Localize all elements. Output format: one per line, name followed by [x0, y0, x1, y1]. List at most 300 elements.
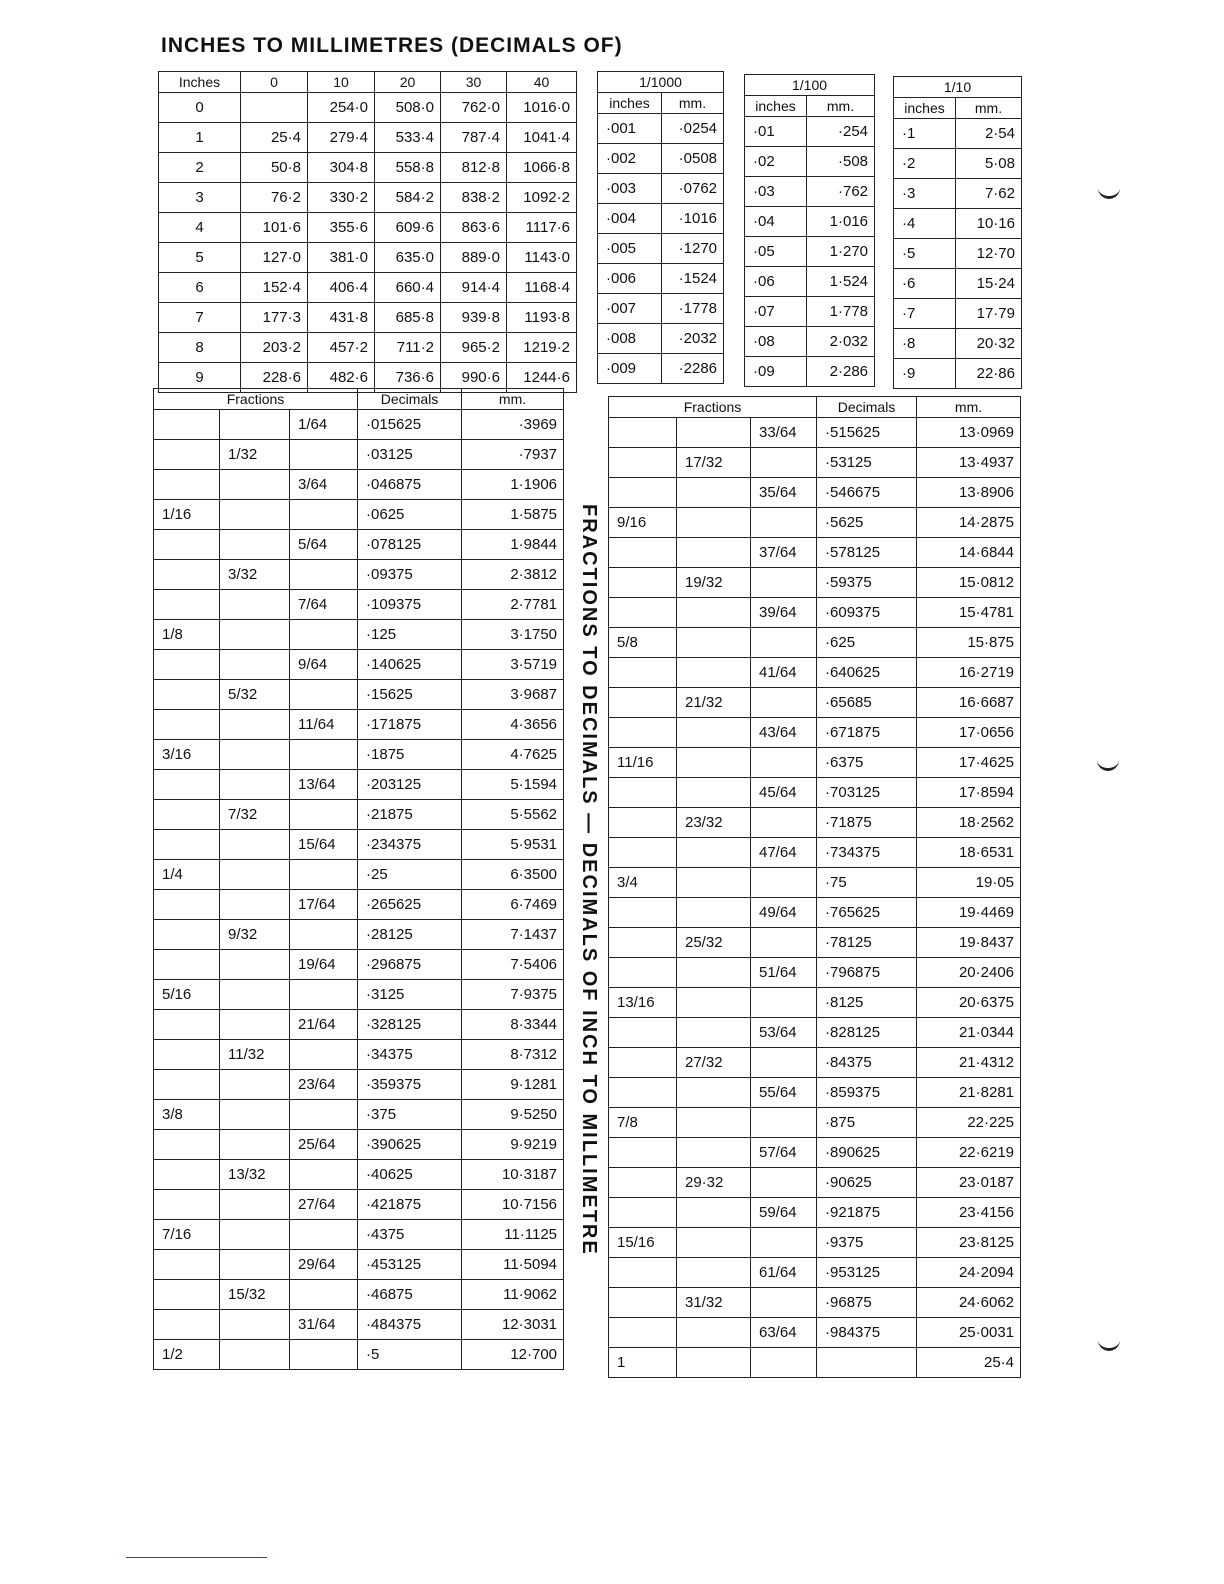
table-row: [609, 838, 1021, 868]
table-cell: 355·6: [308, 213, 375, 243]
table-cell: ·765625: [817, 898, 917, 928]
table-row: [745, 297, 875, 327]
table-cell: 49/64: [751, 898, 817, 928]
table-cell: [609, 538, 677, 568]
table-cell: 1: [609, 1348, 677, 1378]
table-cell: ·34375: [358, 1040, 462, 1070]
table-row: [745, 117, 875, 147]
table-cell: 1041·4: [507, 123, 577, 153]
table-cell: [290, 620, 358, 650]
table-cell: ·640625: [817, 658, 917, 688]
table-cell: ·3969: [462, 410, 564, 440]
table-row: [154, 1340, 564, 1370]
table-cell: 13·4937: [917, 448, 1021, 478]
fractions-right-col-fractions: Fractions: [609, 397, 817, 418]
table-cell: [154, 1070, 220, 1100]
table-row: [154, 620, 564, 650]
table-row: [609, 868, 1021, 898]
table-row: [154, 1190, 564, 1220]
table-cell: ·25: [358, 860, 462, 890]
table-cell: [220, 950, 290, 980]
table-cell: [609, 1288, 677, 1318]
table-cell: [154, 680, 220, 710]
table-cell: 9/16: [609, 508, 677, 538]
table-cell: 21·8281: [917, 1078, 1021, 1108]
table-cell: 12·70: [956, 239, 1022, 269]
table-cell: 8: [159, 333, 241, 363]
table-cell: [290, 680, 358, 710]
table-cell: 13·0969: [917, 418, 1021, 448]
table-cell: 711·2: [375, 333, 441, 363]
table-cell: [220, 1130, 290, 1160]
table-cell: [751, 688, 817, 718]
table-cell: 20·6375: [917, 988, 1021, 1018]
table-cell: ·828125: [817, 1018, 917, 1048]
table-cell: [290, 1220, 358, 1250]
table-cell: 39/64: [751, 598, 817, 628]
table-cell: 25/32: [677, 928, 751, 958]
table-cell: 2·54: [956, 119, 1022, 149]
table-row: [154, 1250, 564, 1280]
table-cell: [154, 470, 220, 500]
table-row: [609, 568, 1021, 598]
table-cell: 51/64: [751, 958, 817, 988]
table-cell: ·375: [358, 1100, 462, 1130]
whole-inches-header: 40: [507, 72, 577, 93]
table-cell: ·762: [807, 177, 875, 207]
table-cell: 12·3031: [462, 1310, 564, 1340]
table-cell: 5: [159, 243, 241, 273]
thousandths-col-inches: inches: [598, 93, 662, 114]
table-cell: 20·32: [956, 329, 1022, 359]
table-cell: ·65685: [817, 688, 917, 718]
table-cell: ·296875: [358, 950, 462, 980]
table-cell: 9: [159, 363, 241, 393]
table-cell: ·859375: [817, 1078, 917, 1108]
table-cell: ·953125: [817, 1258, 917, 1288]
table-cell: 17·4625: [917, 748, 1021, 778]
table-row: [154, 830, 564, 860]
table-cell: 19·05: [917, 868, 1021, 898]
table-cell: ·0625: [358, 500, 462, 530]
table-cell: 61/64: [751, 1258, 817, 1288]
table-cell: 17·79: [956, 299, 1022, 329]
table-cell: 558·8: [375, 153, 441, 183]
table-row: [154, 590, 564, 620]
table-cell: 2·3812: [462, 560, 564, 590]
table-cell: [220, 770, 290, 800]
table-cell: [677, 1108, 751, 1138]
table-row: [154, 1130, 564, 1160]
table-cell: [677, 598, 751, 628]
table-row: [154, 500, 564, 530]
table-row: [154, 1310, 564, 1340]
table-row: [598, 204, 724, 234]
table-cell: [751, 568, 817, 598]
table-row: [154, 710, 564, 740]
table-cell: [220, 1070, 290, 1100]
table-cell: [609, 418, 677, 448]
table-cell: 17·0656: [917, 718, 1021, 748]
table-cell: 127·0: [241, 243, 308, 273]
table-row: [598, 234, 724, 264]
hundredths-col-mm: mm.: [807, 96, 875, 117]
table-row: [609, 478, 1021, 508]
table-cell: ·2286: [662, 354, 724, 384]
table-cell: [154, 770, 220, 800]
table-row: [154, 1010, 564, 1040]
table-cell: ·484375: [358, 1310, 462, 1340]
fractions-table-right: [608, 396, 1021, 1378]
table-cell: ·703125: [817, 778, 917, 808]
table-cell: [154, 1040, 220, 1070]
table-cell: 5/64: [290, 530, 358, 560]
table-cell: 24·6062: [917, 1288, 1021, 1318]
table-cell: ·515625: [817, 418, 917, 448]
fractions-table-left: [153, 388, 564, 1370]
table-cell: [751, 988, 817, 1018]
table-row: [154, 740, 564, 770]
table-cell: 1·270: [807, 237, 875, 267]
table-cell: ·006: [598, 264, 662, 294]
table-cell: 330·2: [308, 183, 375, 213]
table-cell: ·0508: [662, 144, 724, 174]
fractions-left-col-decimals: Decimals: [358, 389, 462, 410]
table-cell: [609, 928, 677, 958]
table-row: [159, 153, 577, 183]
table-cell: 7/64: [290, 590, 358, 620]
table-cell: 9·5250: [462, 1100, 564, 1130]
table-cell: 3/16: [154, 740, 220, 770]
table-cell: 19·4469: [917, 898, 1021, 928]
table-cell: ·008: [598, 324, 662, 354]
table-cell: 41/64: [751, 658, 817, 688]
table-cell: ·734375: [817, 838, 917, 868]
table-cell: 59/64: [751, 1198, 817, 1228]
table-cell: 1092·2: [507, 183, 577, 213]
table-cell: 21/32: [677, 688, 751, 718]
table-cell: [677, 508, 751, 538]
table-cell: [154, 1280, 220, 1310]
table-row: [609, 1138, 1021, 1168]
table-cell: 7/8: [609, 1108, 677, 1138]
table-cell: [220, 1310, 290, 1340]
table-cell: 1·1906: [462, 470, 564, 500]
table-row: [159, 213, 577, 243]
table-cell: [220, 620, 290, 650]
table-cell: [290, 980, 358, 1010]
table-cell: [290, 740, 358, 770]
table-cell: 533·4: [375, 123, 441, 153]
table-cell: 23·0187: [917, 1168, 1021, 1198]
table-cell: 152·4: [241, 273, 308, 303]
table-cell: [609, 448, 677, 478]
table-row: [609, 1198, 1021, 1228]
table-cell: [154, 830, 220, 860]
table-cell: 13/16: [609, 988, 677, 1018]
table-cell: 5·1594: [462, 770, 564, 800]
table-cell: 15/32: [220, 1280, 290, 1310]
table-cell: [751, 628, 817, 658]
table-cell: 1244·6: [507, 363, 577, 393]
table-cell: ·875: [817, 1108, 917, 1138]
table-cell: [677, 1018, 751, 1048]
table-cell: 45/64: [751, 778, 817, 808]
table-cell: [751, 928, 817, 958]
table-cell: 4·3656: [462, 710, 564, 740]
table-cell: 17/32: [677, 448, 751, 478]
table-row: [154, 980, 564, 1010]
table-row: [745, 267, 875, 297]
table-cell: 10·16: [956, 209, 1022, 239]
table-cell: [817, 1348, 917, 1378]
fractions-left-col-fractions: Fractions: [154, 389, 358, 410]
table-cell: 1·016: [807, 207, 875, 237]
table-cell: 3/32: [220, 560, 290, 590]
table-row: [609, 1108, 1021, 1138]
table-cell: ·171875: [358, 710, 462, 740]
table-cell: 1117·6: [507, 213, 577, 243]
table-cell: ·1875: [358, 740, 462, 770]
table-row: [609, 1168, 1021, 1198]
table-cell: [609, 1078, 677, 1108]
table-cell: 203·2: [241, 333, 308, 363]
table-cell: 254·0: [308, 93, 375, 123]
table-cell: 10·3187: [462, 1160, 564, 1190]
table-cell: 609·6: [375, 213, 441, 243]
table-cell: ·125: [358, 620, 462, 650]
table-cell: [154, 1130, 220, 1160]
whole-inches-header: 0: [241, 72, 308, 93]
table-cell: ·4375: [358, 1220, 462, 1250]
table-row: [609, 658, 1021, 688]
table-cell: [154, 1310, 220, 1340]
table-row: [609, 1258, 1021, 1288]
table-cell: [677, 748, 751, 778]
table-cell: 25·4: [241, 123, 308, 153]
table-cell: [609, 1138, 677, 1168]
table-cell: 19/64: [290, 950, 358, 980]
table-cell: ·234375: [358, 830, 462, 860]
table-cell: ·2032: [662, 324, 724, 354]
table-cell: [290, 1280, 358, 1310]
table-row: [609, 1288, 1021, 1318]
table-cell: [751, 1108, 817, 1138]
table-cell: 4·7625: [462, 740, 564, 770]
hundredths-table: [744, 74, 875, 387]
table-cell: 990·6: [441, 363, 507, 393]
table-cell: [609, 718, 677, 748]
table-cell: 787·4: [441, 123, 507, 153]
fractions-right-col-mm: mm.: [917, 397, 1021, 418]
table-cell: 3·9687: [462, 680, 564, 710]
table-cell: 3·5719: [462, 650, 564, 680]
table-row: [745, 207, 875, 237]
table-cell: 53/64: [751, 1018, 817, 1048]
table-cell: ·328125: [358, 1010, 462, 1040]
table-cell: [751, 508, 817, 538]
table-cell: 31/32: [677, 1288, 751, 1318]
table-row: [609, 808, 1021, 838]
table-cell: 228·6: [241, 363, 308, 393]
table-cell: 1·5875: [462, 500, 564, 530]
table-cell: 11/32: [220, 1040, 290, 1070]
table-cell: ·890625: [817, 1138, 917, 1168]
table-cell: 7·62: [956, 179, 1022, 209]
table-cell: ·02: [745, 147, 807, 177]
binding-mark: [1098, 1338, 1120, 1351]
table-cell: [220, 710, 290, 740]
table-cell: 9·1281: [462, 1070, 564, 1100]
table-cell: 15·4781: [917, 598, 1021, 628]
table-cell: 2·286: [807, 357, 875, 387]
table-cell: ·96875: [817, 1288, 917, 1318]
table-row: [745, 147, 875, 177]
table-cell: 15/16: [609, 1228, 677, 1258]
table-row: [894, 359, 1022, 389]
table-cell: ·203125: [358, 770, 462, 800]
table-cell: 3/8: [154, 1100, 220, 1130]
table-cell: ·002: [598, 144, 662, 174]
table-row: [609, 538, 1021, 568]
table-row: [159, 273, 577, 303]
table-cell: ·21875: [358, 800, 462, 830]
table-cell: [154, 410, 220, 440]
table-cell: ·2: [894, 149, 956, 179]
table-cell: ·453125: [358, 1250, 462, 1280]
table-cell: [154, 560, 220, 590]
table-cell: 7·5406: [462, 950, 564, 980]
table-cell: ·84375: [817, 1048, 917, 1078]
table-row: [154, 530, 564, 560]
table-cell: 22·6219: [917, 1138, 1021, 1168]
table-cell: [751, 1168, 817, 1198]
table-cell: 2: [159, 153, 241, 183]
table-cell: 7/16: [154, 1220, 220, 1250]
table-cell: 8·3344: [462, 1010, 564, 1040]
fractions-left-col-mm: mm.: [462, 389, 564, 410]
table-cell: ·5: [358, 1340, 462, 1370]
table-cell: [241, 93, 308, 123]
table-cell: 29/64: [290, 1250, 358, 1280]
table-cell: 406·4: [308, 273, 375, 303]
table-cell: [751, 1048, 817, 1078]
table-cell: 25·0031: [917, 1318, 1021, 1348]
table-cell: 7·1437: [462, 920, 564, 950]
table-row: [745, 237, 875, 267]
table-cell: 11/16: [609, 748, 677, 778]
table-cell: ·796875: [817, 958, 917, 988]
table-cell: ·7937: [462, 440, 564, 470]
table-row: [159, 303, 577, 333]
table-cell: [609, 1048, 677, 1078]
table-cell: ·921875: [817, 1198, 917, 1228]
table-cell: 660·4: [375, 273, 441, 303]
table-cell: [677, 1078, 751, 1108]
table-row: [609, 988, 1021, 1018]
table-row: [894, 119, 1022, 149]
table-cell: 29·32: [677, 1168, 751, 1198]
table-cell: [677, 628, 751, 658]
table-cell: 1168·4: [507, 273, 577, 303]
table-cell: [677, 658, 751, 688]
table-cell: [677, 1348, 751, 1378]
table-cell: 27/64: [290, 1190, 358, 1220]
table-row: [745, 357, 875, 387]
page-title: INCHES TO MILLIMETRES (DECIMALS OF): [161, 34, 623, 57]
table-cell: 14·2875: [917, 508, 1021, 538]
table-cell: [154, 650, 220, 680]
table-cell: ·671875: [817, 718, 917, 748]
table-cell: [154, 530, 220, 560]
table-cell: [220, 890, 290, 920]
table-cell: [220, 1190, 290, 1220]
table-cell: 23/32: [677, 808, 751, 838]
table-cell: 13/32: [220, 1160, 290, 1190]
table-cell: [290, 860, 358, 890]
table-cell: [220, 1340, 290, 1370]
table-cell: 22·225: [917, 1108, 1021, 1138]
table-cell: 5·5562: [462, 800, 564, 830]
table-cell: ·003: [598, 174, 662, 204]
table-cell: ·9: [894, 359, 956, 389]
table-cell: 11·1125: [462, 1220, 564, 1250]
table-cell: ·09375: [358, 560, 462, 590]
table-cell: [220, 740, 290, 770]
table-cell: ·40625: [358, 1160, 462, 1190]
table-cell: 1: [159, 123, 241, 153]
table-row: [609, 928, 1021, 958]
table-cell: ·04: [745, 207, 807, 237]
table-cell: 15·0812: [917, 568, 1021, 598]
table-cell: 47/64: [751, 838, 817, 868]
table-cell: [609, 1258, 677, 1288]
table-cell: 1193·8: [507, 303, 577, 333]
table-cell: 1/16: [154, 500, 220, 530]
table-cell: [609, 568, 677, 598]
table-cell: ·015625: [358, 410, 462, 440]
table-cell: [609, 778, 677, 808]
table-cell: 21·4312: [917, 1048, 1021, 1078]
hundredths-title: 1/100: [745, 75, 875, 96]
table-cell: ·004: [598, 204, 662, 234]
table-row: [598, 354, 724, 384]
table-row: [159, 243, 577, 273]
table-cell: 13/64: [290, 770, 358, 800]
table-cell: [290, 800, 358, 830]
table-cell: [677, 988, 751, 1018]
table-row: [154, 680, 564, 710]
table-cell: ·03125: [358, 440, 462, 470]
table-cell: ·71875: [817, 808, 917, 838]
table-cell: 685·8: [375, 303, 441, 333]
table-cell: ·508: [807, 147, 875, 177]
table-cell: [290, 1040, 358, 1070]
table-cell: 12·700: [462, 1340, 564, 1370]
table-cell: [290, 1100, 358, 1130]
table-cell: [609, 898, 677, 928]
table-cell: 838·2: [441, 183, 507, 213]
table-row: [609, 718, 1021, 748]
table-cell: 381·0: [308, 243, 375, 273]
table-cell: 18·2562: [917, 808, 1021, 838]
table-cell: ·08: [745, 327, 807, 357]
table-cell: [290, 1160, 358, 1190]
table-cell: ·984375: [817, 1318, 917, 1348]
table-cell: 23/64: [290, 1070, 358, 1100]
table-cell: 1143·0: [507, 243, 577, 273]
table-cell: 31/64: [290, 1310, 358, 1340]
